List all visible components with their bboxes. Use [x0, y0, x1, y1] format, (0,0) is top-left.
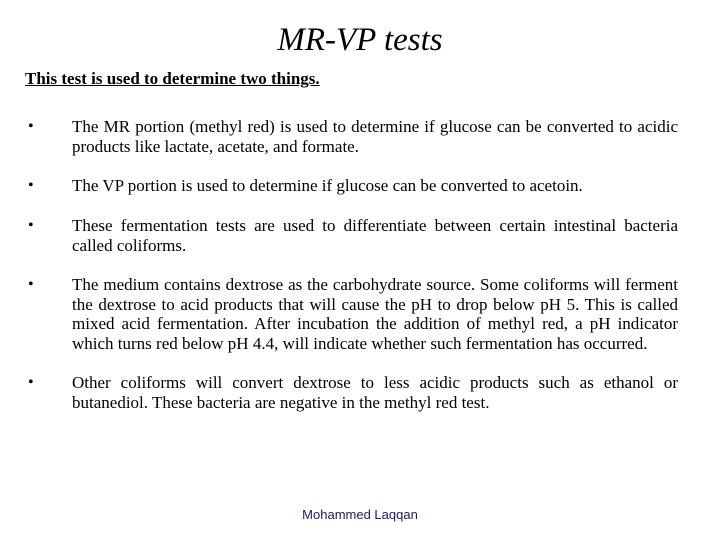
bullet-item	[25, 216, 678, 255]
bullet-item	[25, 176, 678, 196]
bullet-icon: •	[28, 374, 34, 391]
bullet-text: The VP portion is used to determine if glucose can be converted to acetoin.	[72, 176, 583, 195]
bullet-text: These fermentation tests are used to differentiate between certain intestinal bacteria called coliforms.	[72, 216, 678, 255]
bullet-text: The MR portion (methyl red) is used to determine if glucose can be converted to acidic products like lactate, acetate, and formate.	[72, 117, 678, 156]
bullet-icon: •	[28, 177, 34, 194]
bullet-item	[25, 373, 678, 412]
slide-footer: Mohammed Laqqan	[302, 507, 418, 522]
bullet-icon: •	[28, 276, 34, 293]
bullet-item	[25, 117, 678, 156]
bullet-text: Other coliforms will convert dextrose to less acidic products such as ethanol or butanediol. These bacteria are negative in the methyl red test.	[72, 373, 678, 412]
bullet-icon: •	[28, 118, 34, 135]
slide-title: MR-VP tests	[277, 22, 443, 58]
bullet-list	[25, 117, 678, 432]
bullet-icon: •	[28, 217, 34, 234]
slide-subtitle: This test is used to determine two things.	[25, 69, 320, 88]
bullet-text: The medium contains dextrose as the carbohydrate source. Some coliforms will ferment the dextrose to acid products that will cause the pH to drop below pH 5. This is called mixed acid fermentation. After incubation the addition of methyl red, a pH indicator which turns red below pH 4.4, will indicate whether such fermentation has occurred.	[72, 275, 678, 353]
bullet-item	[25, 275, 678, 353]
